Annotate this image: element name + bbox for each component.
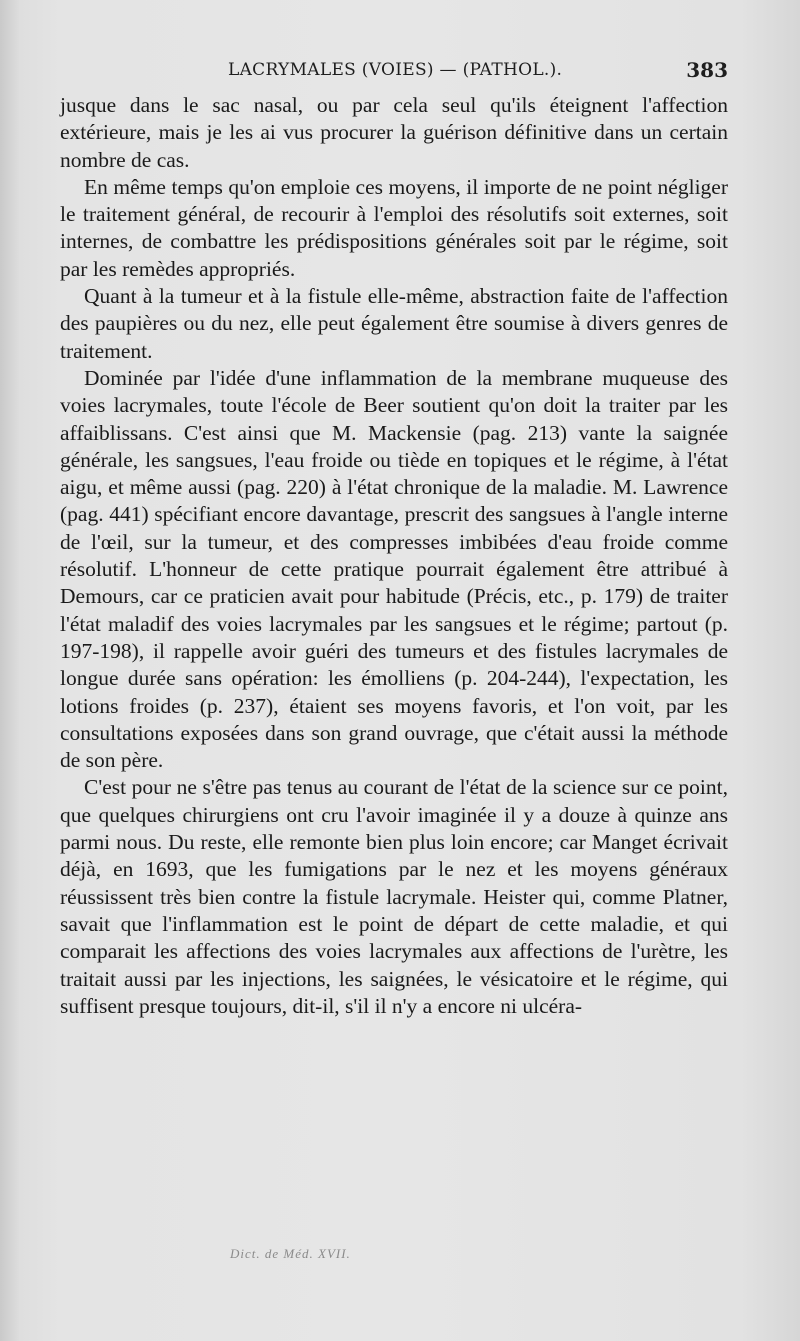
running-head: LACRYMALES (VOIES) — (PATHOL.).	[228, 60, 563, 80]
paragraph: Dominée par l'idée d'une inflammation de la membrane muqueuse des voies lacrymales, toute l'école de Beer soutient qu'on doit la traiter par les affaiblissans. C'est ainsi que M. Mackensie (pag. 213) vante la saignée générale, les sangsues, l'eau froide ou tiède en topiques et le régime, à l'état aigu, et même aussi (pag. 220) à l'état chronique de la maladie. M. Lawrence (pag. 441) spécifiant encore davantage, prescrit des sangsues à l'angle interne de l'œil, sur la tumeur, et des compresses imbibées d'eau froide comme résolutif. L'honneur de cette pratique pourrait également être attribué à Demours, car ce praticien avait pour habitude (Précis, etc., p. 179) de traiter l'état maladif des voies lacrymales par les sangsues et le régime; partout (p. 197-198), il rappelle avoir guéri des tumeurs et des fistules lacrymales de longue durée sans opération: les émolliens (p. 204-244), l'expectation, les lotions froides (p. 237), étaient ses moyens favoris, et l'on voit, par les consultations exposées dans son grand ouvrage, que c'était aussi la méthode de son père.	[60, 365, 728, 773]
printer-signature: Dict. de Méd. XVII.	[230, 1246, 351, 1261]
page-number: 383	[686, 58, 728, 82]
page-header	[60, 56, 728, 86]
paragraph: jusque dans le sac nasal, ou par cela seul qu'ils éteignent l'affection extérieure, mais je les ai vus procurer la guérison définitive dans un certain nombre de cas.	[60, 93, 728, 172]
paragraph: Quant à la tumeur et à la fistule elle-même, abstraction faite de l'affection des paupières ou du nez, elle peut également être soumise à divers genres de traitement.	[60, 284, 728, 363]
paragraph: En même temps qu'on emploie ces moyens, il importe de ne point négliger le traitement général, de recourir à l'emploi des résolutifs soit externes, soit internes, de combattre les prédispositions générales soit par le régime, soit par les remèdes appropriés.	[60, 174, 728, 281]
body-text	[60, 92, 728, 1020]
paragraph: C'est pour ne s'être pas tenus au courant de l'état de la science sur ce point, que quelques chirurgiens ont cru l'avoir imaginée il y a douze à quinze ans parmi nous. Du reste, elle remonte bien plus loin encore; car Manget écrivait déjà, en 1693, que les fumigations par le nez et les moyens généraux réussissent très bien contre la fistule lacrymale. Heister qui, comme Platner, savait que l'inflammation est le point de départ de cette maladie, et qui comparait les affections des voies lacrymales aux affections de l'urètre, les traitait aussi par les injections, les saignées, le vésicatoire et le régime, qui suffisent presque toujours, dit-il, s'il il n'y a encore ni ulcéra-	[60, 775, 728, 1018]
